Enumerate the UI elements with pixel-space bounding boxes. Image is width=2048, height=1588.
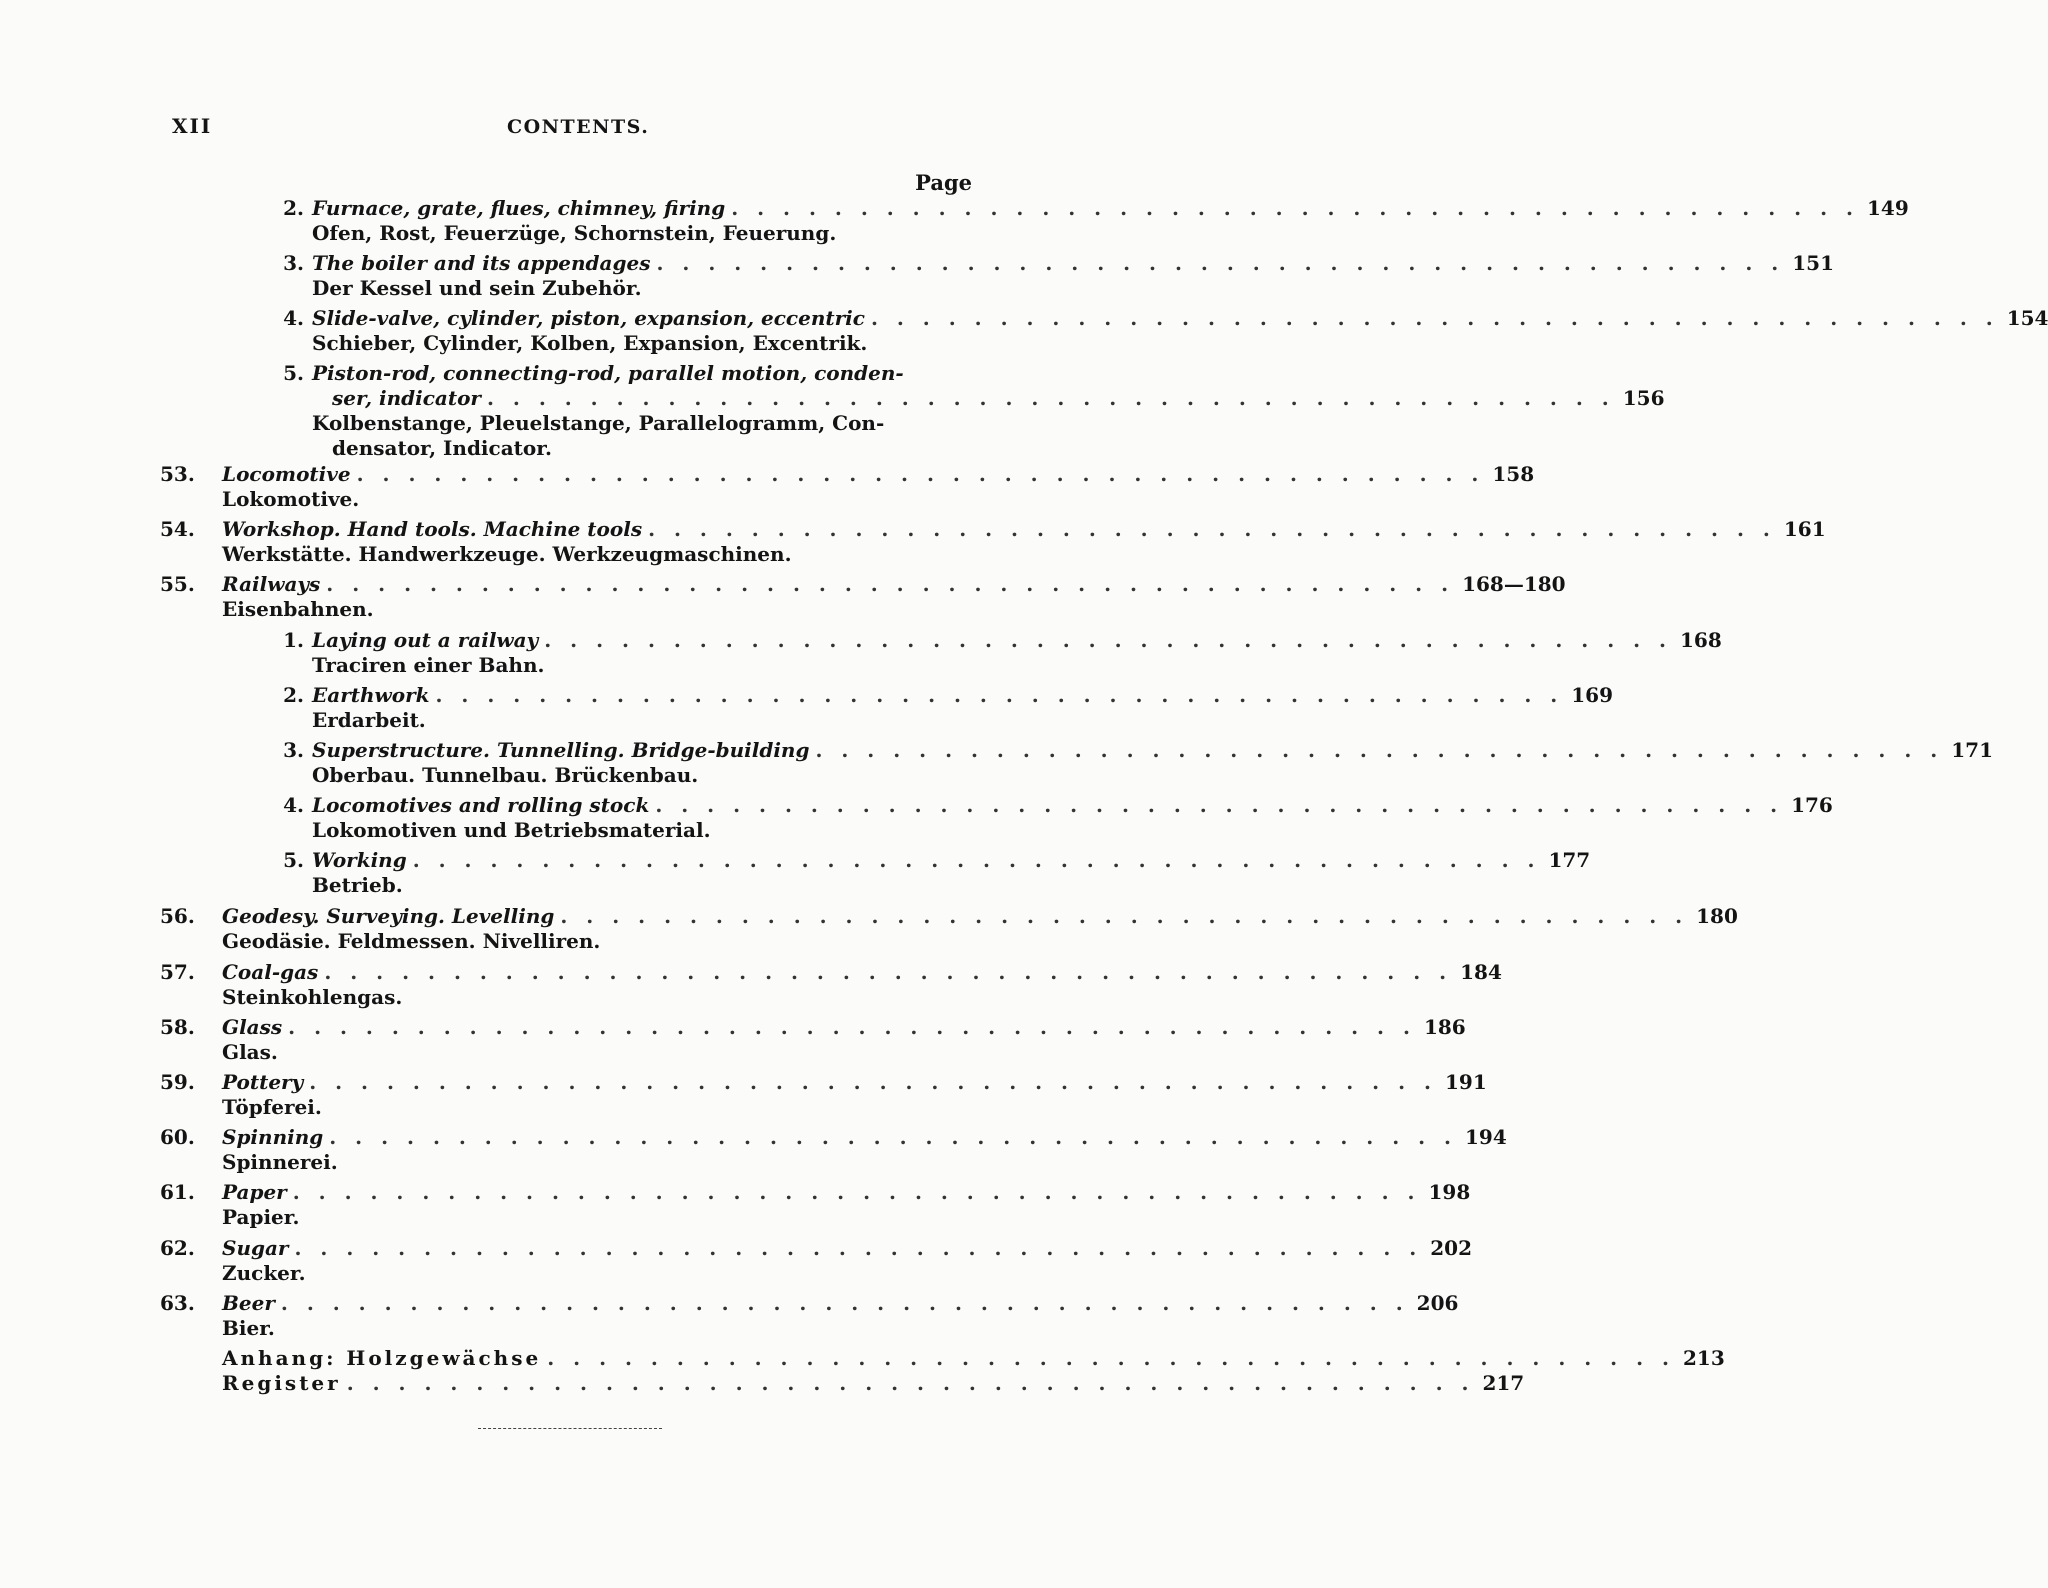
entry-german: Töpferei. xyxy=(222,1095,322,1119)
toc-entry xyxy=(160,361,1665,461)
entry-number: 2. xyxy=(283,196,304,220)
dot-leader: . . . . . . . . . . . . . . . . . . . . . . . . . . . . . . . . . . . . . . . . . . . . xyxy=(655,793,1784,817)
page-number: XII xyxy=(172,114,213,138)
dot-leader: . . . . . . . . . . . . . . . . . . . . . . . . . . . . . . . . . . . . . . . . . . . . xyxy=(324,960,1453,984)
entry-title: Superstructure. Tunnelling. Bridge-building xyxy=(312,738,810,762)
entry-number: 5. xyxy=(283,361,304,385)
entry-german: Betrieb. xyxy=(312,873,403,897)
entry-number: 3. xyxy=(283,251,304,275)
entry-page: 177 xyxy=(1548,848,1591,872)
entry-title: Spinning xyxy=(222,1125,324,1149)
entry-german-line-1: Kolbenstange, Pleuelstange, Parallelogramm, Con- xyxy=(312,411,885,435)
toc-entry xyxy=(160,251,1834,301)
dot-leader: . . . . . . . . . . . . . . . . . . . . . . . . . . . . . . . . . . . . . . . . . . . . xyxy=(815,738,1944,762)
index-page: 217 xyxy=(1482,1371,1525,1395)
entry-title: Coal-gas xyxy=(222,960,319,984)
dot-leader: . . . . . . . . . . . . . . . . . . . . . . . . . . . . . . . . . . . . . . . . . . . . xyxy=(648,517,1776,541)
entry-title: The boiler and its appendages xyxy=(312,251,651,275)
appendix-title: Anhang: Holzgewächse xyxy=(222,1346,542,1370)
toc-entry xyxy=(160,196,1909,246)
entry-german: Papier. xyxy=(222,1205,300,1229)
dot-leader: . . . . . . . . . . . . . . . . . . . . . . . . . . . . . . . . . . . . . . . . . . . . xyxy=(346,1371,1475,1395)
entry-number: 54. xyxy=(160,517,195,541)
toc-entry xyxy=(160,848,1591,898)
toc-entry xyxy=(160,628,1722,678)
entry-number: 60. xyxy=(160,1125,195,1149)
entry-page: 202 xyxy=(1430,1236,1472,1260)
entry-page: 206 xyxy=(1416,1291,1459,1315)
toc-entry xyxy=(160,1180,1471,1230)
dot-leader: . . . . . . . . . . . . . . . . . . . . . . . . . . . . . . . . . . . . . . . . . . . . xyxy=(280,1291,1409,1315)
dot-leader: . . . . . . . . . . . . . . . . . . . . . . . . . . . . . . . . . . . . . . . . . . . . xyxy=(870,306,1999,330)
entry-german: Erdarbeit. xyxy=(312,708,426,732)
entry-german: Traciren einer Bahn. xyxy=(312,653,545,677)
entry-page: 198 xyxy=(1428,1180,1471,1204)
entry-page: 191 xyxy=(1444,1070,1487,1094)
toc-entry xyxy=(160,1291,1459,1341)
entry-german: Eisenbahnen. xyxy=(222,597,374,621)
entry-german: Werkstätte. Handwerkzeuge. Werkzeugmaschinen. xyxy=(222,542,792,566)
entry-number: 61. xyxy=(160,1180,195,1204)
dot-leader: . . . . . . . . . . . . . . . . . . . . . . . . . . . . . . . . . . . . . . . . . . . . xyxy=(435,683,1564,707)
toc-entry xyxy=(160,462,1535,512)
entry-title: Furnace, grate, flues, chimney, firing xyxy=(312,196,726,220)
entry-number: 1. xyxy=(283,628,304,652)
dot-leader: . . . . . . . . . . . . . . . . . . . . . . . . . . . . . . . . . . . . . . . . . . . . xyxy=(309,1070,1437,1094)
entry-page: 194 xyxy=(1465,1125,1507,1149)
toc-entry xyxy=(160,517,1826,567)
entry-page: 158 xyxy=(1492,462,1535,486)
entry-german: Ofen, Rost, Feuerzüge, Schornstein, Feuerung. xyxy=(312,221,837,245)
entry-page: 168—180 xyxy=(1462,572,1566,596)
running-title: CONTENTS. xyxy=(507,116,650,138)
entry-title: Earthwork xyxy=(312,683,430,707)
entry-german: Der Kessel und sein Zubehör. xyxy=(312,276,642,300)
dot-leader: . . . . . . . . . . . . . . . . . . . . . . . . . . . . . . . . . . . . . . . . . . . . xyxy=(544,628,1673,652)
entry-german: Bier. xyxy=(222,1316,275,1340)
entry-page: 184 xyxy=(1460,960,1502,984)
entry-german: Spinnerei. xyxy=(222,1150,338,1174)
dot-leader: . . . . . . . . . . . . . . . . . . . . . . . . . . . . . . . . . . . . . . . . . . . . xyxy=(486,386,1615,410)
entry-number: 55. xyxy=(160,572,195,596)
dot-leader: . . . . . . . . . . . . . . . . . . . . . . . . . . . . . . . . . . . . . . . . . . . . xyxy=(731,196,1859,220)
entry-number: 53. xyxy=(160,462,195,486)
toc-entry xyxy=(160,683,1614,733)
dot-leader: . . . . . . . . . . . . . . . . . . . . . . . . . . . . . . . . . . . . . . . . . . . . xyxy=(560,904,1689,928)
toc-entry xyxy=(160,572,1566,622)
index-title: Register xyxy=(222,1371,341,1395)
entry-number: 56. xyxy=(160,904,195,928)
dot-leader: . . . . . . . . . . . . . . . . . . . . . . . . . . . . . . . . . . . . . . . . . . . . xyxy=(356,462,1485,486)
entry-german: Lokomotive. xyxy=(222,487,360,511)
end-rule xyxy=(478,1428,662,1429)
entry-title: Glass xyxy=(222,1015,283,1039)
entry-page: 149 xyxy=(1866,196,1909,220)
entry-page: 154 xyxy=(2006,306,2048,330)
running-header xyxy=(172,114,972,150)
entry-page: 156 xyxy=(1622,386,1665,410)
entry-number: 5. xyxy=(283,848,304,872)
toc-entry xyxy=(160,793,1833,843)
toc-entry xyxy=(160,904,1738,954)
entry-title: Slide-valve, cylinder, piston, expansion, eccentric xyxy=(312,306,865,330)
entry-title: Working xyxy=(312,848,407,872)
dot-leader: . . . . . . . . . . . . . . . . . . . . . . . . . . . . . . . . . . . . . . . . . . . . xyxy=(326,572,1455,596)
toc-entry xyxy=(160,960,1502,1010)
toc-entry xyxy=(160,738,1993,788)
entry-german: Oberbau. Tunnelbau. Brückenbau. xyxy=(312,763,699,787)
entry-title-line-2: ser, indicator xyxy=(332,386,481,410)
dot-leader: . . . . . . . . . . . . . . . . . . . . . . . . . . . . . . . . . . . . . . . . . . . . xyxy=(288,1015,1416,1039)
page-column-label: Page xyxy=(915,170,972,195)
entry-number: 2. xyxy=(283,683,304,707)
entry-page: 176 xyxy=(1791,793,1833,817)
entry-number: 63. xyxy=(160,1291,195,1315)
toc-appendix xyxy=(160,1346,1725,1396)
dot-leader: . . . . . . . . . . . . . . . . . . . . . . . . . . . . . . . . . . . . . . . . . . . . xyxy=(412,848,1541,872)
toc-entry xyxy=(160,306,2048,356)
entry-title: Railways xyxy=(222,572,321,596)
dot-leader: . . . . . . . . . . . . . . . . . . . . . . . . . . . . . . . . . . . . . . . . . . . . xyxy=(292,1180,1421,1204)
dot-leader: . . . . . . . . . . . . . . . . . . . . . . . . . . . . . . . . . . . . . . . . . . . . xyxy=(547,1346,1675,1370)
entry-german: Geodäsie. Feldmessen. Nivelliren. xyxy=(222,929,601,953)
entry-page: 151 xyxy=(1792,251,1834,275)
entry-number: 4. xyxy=(283,793,304,817)
entry-number: 58. xyxy=(160,1015,195,1039)
entry-title: Geodesy. Surveying. Levelling xyxy=(222,904,555,928)
entry-page: 186 xyxy=(1423,1015,1466,1039)
entry-title: Beer xyxy=(222,1291,275,1315)
entry-title: Paper xyxy=(222,1180,287,1204)
entry-page: 180 xyxy=(1696,904,1738,928)
entry-title: Pottery xyxy=(222,1070,304,1094)
entry-number: 4. xyxy=(283,306,304,330)
entry-page: 161 xyxy=(1783,517,1826,541)
dot-leader: . . . . . . . . . . . . . . . . . . . . . . . . . . . . . . . . . . . . . . . . . . . . xyxy=(329,1125,1458,1149)
entry-number: 62. xyxy=(160,1236,195,1260)
entry-number: 57. xyxy=(160,960,195,984)
toc-entry xyxy=(160,1125,1507,1175)
toc-entry xyxy=(160,1236,1472,1286)
entry-german: Steinkohlengas. xyxy=(222,985,403,1009)
entry-german: Zucker. xyxy=(222,1261,306,1285)
entry-german: Lokomotiven und Betriebsmaterial. xyxy=(312,818,711,842)
entry-title-line-1: Piston-rod, connecting-rod, parallel motion, conden- xyxy=(312,361,904,385)
entry-german: Schieber, Cylinder, Kolben, Expansion, Excentrik. xyxy=(312,331,868,355)
entry-title: Workshop. Hand tools. Machine tools xyxy=(222,517,643,541)
dot-leader: . . . . . . . . . . . . . . . . . . . . . . . . . . . . . . . . . . . . . . . . . . . . xyxy=(294,1236,1423,1260)
entry-page: 171 xyxy=(1951,738,1993,762)
entry-title: Laying out a railway xyxy=(312,628,539,652)
entry-number: 59. xyxy=(160,1070,195,1094)
entry-page: 168 xyxy=(1680,628,1722,652)
toc-entry xyxy=(160,1015,1466,1065)
entry-title: Sugar xyxy=(222,1236,289,1260)
entry-title: Locomotive xyxy=(222,462,351,486)
toc-entry xyxy=(160,1070,1487,1120)
entry-german: Glas. xyxy=(222,1040,278,1064)
entry-german-line-2: densator, Indicator. xyxy=(332,436,552,460)
entry-number: 3. xyxy=(283,738,304,762)
appendix-page: 213 xyxy=(1683,1346,1725,1370)
dot-leader: . . . . . . . . . . . . . . . . . . . . . . . . . . . . . . . . . . . . . . . . . . . . xyxy=(656,251,1785,275)
entry-page: 169 xyxy=(1571,683,1614,707)
entry-title: Locomotives and rolling stock xyxy=(312,793,650,817)
